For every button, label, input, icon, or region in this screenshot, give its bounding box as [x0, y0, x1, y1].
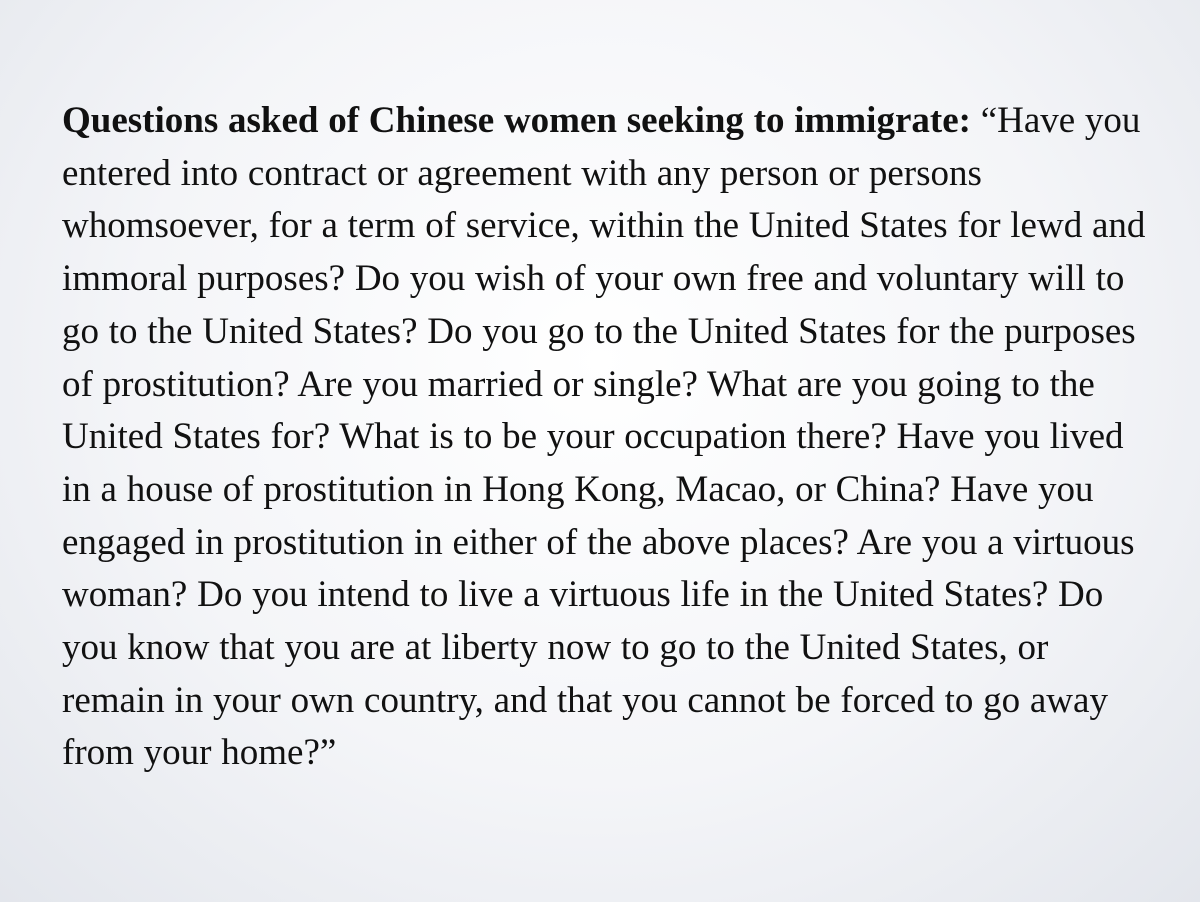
quote-paragraph: [62, 95, 1147, 780]
slide-heading: Questions asked of Chinese women seeking to immigrate:: [62, 100, 971, 141]
quote-text: “Have you entered into contract or agreement with any person or persons whomsoever, for a term of service, within the United States for lewd and immoral purposes? Do you wish of your own free and voluntary will to go to the United States? Do you go to the United States for the purposes of prostitution? Are you married or single? What are you going to the United States for? What is to be your occupation there? Have you lived in a house of prostitution in Hong Kong, Macao, or China? Have you engaged in prostitution in either of the above places? Are you a virtuous woman? Do you intend to live a virtuous life in the United States? Do you know that you are at liberty now to go to the United States, or remain in your own country, and that you cannot be forced to go away from your home?”: [62, 100, 1146, 774]
